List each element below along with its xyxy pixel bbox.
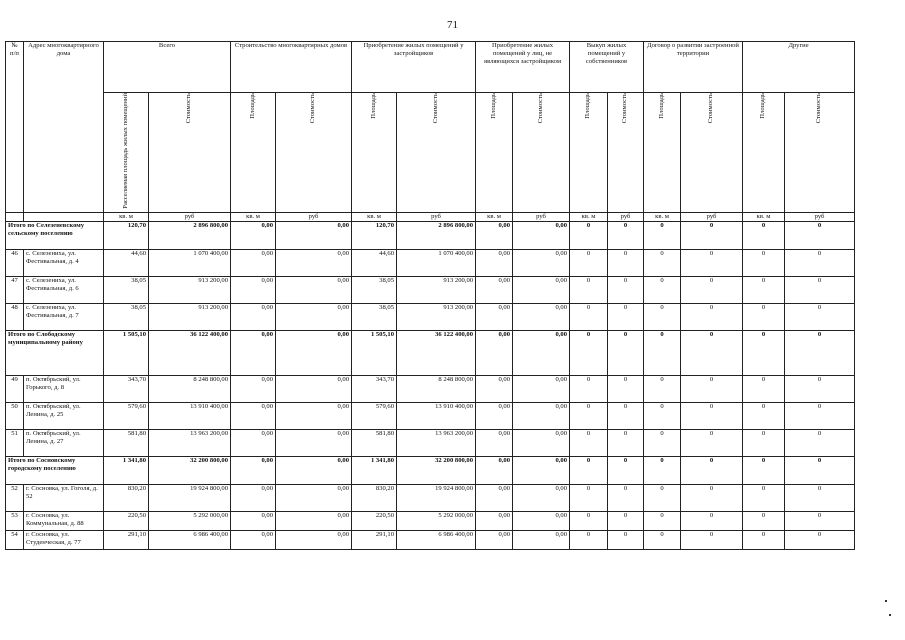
row-address: п. Октябрьский, ул. Горького, д. 8 <box>24 376 104 403</box>
value-cell: 38,05 <box>352 277 397 304</box>
value-cell: 0,00 <box>231 277 276 304</box>
value-cell: 0 <box>570 457 608 485</box>
value-cell: 0 <box>608 512 644 531</box>
value-cell: 0,00 <box>476 222 513 250</box>
value-cell: 0 <box>785 250 855 277</box>
value-cell: 0 <box>608 277 644 304</box>
value-cell: 0 <box>644 430 681 457</box>
value-cell: 6 986 400,00 <box>397 531 476 550</box>
row-address: г. Сосновка, ул. Студенческая, д. 77 <box>24 531 104 550</box>
header-group-purchase-developers: Приобретение жилых помещений у застройщиков <box>352 42 476 93</box>
value-cell: 0 <box>785 376 855 403</box>
value-cell: 0,00 <box>476 250 513 277</box>
value-cell: 0 <box>608 531 644 550</box>
value-cell: 1 341,80 <box>104 457 149 485</box>
header-group-construction: Строительство многоквартирных домов <box>231 42 352 93</box>
header-sub-area: Площадь <box>476 93 513 213</box>
value-cell: 0 <box>785 304 855 331</box>
value-cell: 0 <box>785 331 855 376</box>
table-row <box>6 430 855 457</box>
value-cell: 0,00 <box>513 403 570 430</box>
scan-speck <box>889 614 891 616</box>
value-cell: 0,00 <box>231 304 276 331</box>
value-cell: 0,00 <box>231 222 276 250</box>
row-number: 51 <box>6 430 24 457</box>
value-cell: 0 <box>644 403 681 430</box>
value-cell: 0 <box>608 222 644 250</box>
value-cell: 0 <box>785 430 855 457</box>
value-cell: 0 <box>743 430 785 457</box>
value-cell: 0 <box>644 531 681 550</box>
value-cell: 5 292 000,00 <box>149 512 231 531</box>
value-cell: 0 <box>608 485 644 512</box>
value-cell: 0 <box>743 250 785 277</box>
header-group-total: Всего <box>104 42 231 93</box>
row-address: с. Селезениха, ул. Фестивальная, д. 4 <box>24 250 104 277</box>
value-cell: 0 <box>743 331 785 376</box>
value-cell: 0,00 <box>476 485 513 512</box>
total-label: Итого по Слободскому муниципальному району <box>6 331 104 376</box>
header-group-buyout: Выкуп жилых помещений у собственников <box>570 42 644 93</box>
value-cell: 1 505,10 <box>104 331 149 376</box>
value-cell: 0,00 <box>276 250 352 277</box>
value-cell: 0 <box>785 512 855 531</box>
value-cell: 0 <box>743 304 785 331</box>
value-cell: 0 <box>743 457 785 485</box>
header-sub-cost: Стоимость <box>785 93 855 213</box>
value-cell: 0,00 <box>231 485 276 512</box>
value-cell: 0,00 <box>476 457 513 485</box>
value-cell: 0,00 <box>476 430 513 457</box>
unit-cell: руб <box>397 212 476 221</box>
row-number: 53 <box>6 512 24 531</box>
header-address: Адрес многоквартирного дома <box>24 42 104 213</box>
value-cell: 0,00 <box>513 430 570 457</box>
unit-cell: кв. м <box>231 212 276 221</box>
header-sub-area: Площадь <box>743 93 785 213</box>
value-cell: 343,70 <box>104 376 149 403</box>
value-cell: 0,00 <box>231 403 276 430</box>
header-num: № п/п <box>6 42 24 213</box>
value-cell: 0,00 <box>276 531 352 550</box>
value-cell: 1 505,10 <box>352 331 397 376</box>
value-cell: 36 122 400,00 <box>149 331 231 376</box>
value-cell: 0 <box>681 430 743 457</box>
value-cell: 13 910 400,00 <box>149 403 231 430</box>
value-cell: 220,50 <box>352 512 397 531</box>
value-cell: 0 <box>644 485 681 512</box>
value-cell: 0,00 <box>476 403 513 430</box>
value-cell: 2 896 800,00 <box>149 222 231 250</box>
value-cell: 0,00 <box>276 457 352 485</box>
header-sub-cost: Стоимость <box>513 93 570 213</box>
value-cell: 0,00 <box>476 376 513 403</box>
value-cell: 0 <box>644 331 681 376</box>
value-cell: 0 <box>644 457 681 485</box>
value-cell: 0,00 <box>513 485 570 512</box>
value-cell: 0,00 <box>513 331 570 376</box>
header-group-other: Другие <box>743 42 855 93</box>
value-cell: 0 <box>681 531 743 550</box>
value-cell: 220,50 <box>104 512 149 531</box>
value-cell: 0 <box>644 222 681 250</box>
value-cell: 0 <box>743 277 785 304</box>
value-cell: 0 <box>644 512 681 531</box>
value-cell: 0 <box>570 512 608 531</box>
value-cell: 0 <box>743 485 785 512</box>
value-cell: 120,70 <box>104 222 149 250</box>
total-row <box>6 331 855 376</box>
header-group-row <box>6 42 855 93</box>
value-cell: 38,05 <box>352 304 397 331</box>
table-row <box>6 485 855 512</box>
value-cell: 2 896 800,00 <box>397 222 476 250</box>
value-cell: 0,00 <box>231 457 276 485</box>
scan-speck <box>885 600 887 602</box>
value-cell: 0,00 <box>476 331 513 376</box>
table-row <box>6 531 855 550</box>
value-cell: 0 <box>570 403 608 430</box>
total-label: Итого по Сосновскому городскому поселению <box>6 457 104 485</box>
value-cell: 0 <box>681 457 743 485</box>
table-row <box>6 512 855 531</box>
unit-cell: кв. м <box>743 212 785 221</box>
value-cell: 0,00 <box>276 485 352 512</box>
value-cell: 0 <box>785 531 855 550</box>
table-row <box>6 277 855 304</box>
row-number: 46 <box>6 250 24 277</box>
value-cell: 0 <box>785 403 855 430</box>
unit-cell: руб <box>608 212 644 221</box>
value-cell: 0,00 <box>513 512 570 531</box>
value-cell: 579,60 <box>352 403 397 430</box>
value-cell: 32 200 800,00 <box>397 457 476 485</box>
header-sub-area: Площадь <box>570 93 608 213</box>
table-body <box>6 222 855 550</box>
value-cell: 0,00 <box>231 376 276 403</box>
header-sub-resettled-area: Расселяемая площадь жилых помещений <box>104 93 149 213</box>
value-cell: 913 200,00 <box>149 277 231 304</box>
value-cell: 0,00 <box>513 277 570 304</box>
header-sub-area: Площадь <box>644 93 681 213</box>
value-cell: 1 341,80 <box>352 457 397 485</box>
resettlement-table <box>5 41 855 550</box>
unit-cell: руб <box>785 212 855 221</box>
value-cell: 0,00 <box>513 457 570 485</box>
value-cell: 0 <box>681 304 743 331</box>
value-cell: 0,00 <box>513 376 570 403</box>
value-cell: 0,00 <box>276 430 352 457</box>
value-cell: 0 <box>608 457 644 485</box>
value-cell: 0 <box>681 376 743 403</box>
value-cell: 291,10 <box>104 531 149 550</box>
value-cell: 0 <box>570 222 608 250</box>
table-row <box>6 403 855 430</box>
value-cell: 0 <box>570 376 608 403</box>
header-group-purchase-non-developers: Приобретение жилых помещений у лиц, не являющихся застройщиком <box>476 42 570 93</box>
value-cell: 0 <box>743 222 785 250</box>
total-row <box>6 457 855 485</box>
row-number: 47 <box>6 277 24 304</box>
value-cell: 913 200,00 <box>149 304 231 331</box>
value-cell: 0 <box>681 403 743 430</box>
row-address: с. Селезениха, ул. Фестивальная, д. 6 <box>24 277 104 304</box>
value-cell: 343,70 <box>352 376 397 403</box>
value-cell: 581,80 <box>352 430 397 457</box>
value-cell: 830,20 <box>352 485 397 512</box>
value-cell: 0 <box>681 331 743 376</box>
table-row <box>6 376 855 403</box>
value-cell: 0 <box>608 430 644 457</box>
total-row <box>6 222 855 250</box>
value-cell: 0 <box>644 304 681 331</box>
value-cell: 0,00 <box>276 277 352 304</box>
table-row <box>6 304 855 331</box>
value-cell: 0,00 <box>231 331 276 376</box>
value-cell: 0 <box>570 430 608 457</box>
value-cell: 913 200,00 <box>397 304 476 331</box>
value-cell: 8 248 800,00 <box>149 376 231 403</box>
unit-cell: руб <box>149 212 231 221</box>
row-number: 52 <box>6 485 24 512</box>
value-cell: 0 <box>681 222 743 250</box>
row-number: 49 <box>6 376 24 403</box>
value-cell: 0 <box>644 250 681 277</box>
header-sub-area: Площадь <box>231 93 276 213</box>
value-cell: 13 910 400,00 <box>397 403 476 430</box>
value-cell: 38,05 <box>104 304 149 331</box>
value-cell: 5 292 000,00 <box>397 512 476 531</box>
unit-cell: руб <box>513 212 570 221</box>
value-cell: 0 <box>681 512 743 531</box>
value-cell: 1 070 400,00 <box>149 250 231 277</box>
value-cell: 44,60 <box>104 250 149 277</box>
value-cell: 0,00 <box>513 222 570 250</box>
value-cell: 0 <box>743 512 785 531</box>
value-cell: 0 <box>570 250 608 277</box>
header-sub-area: Площадь <box>352 93 397 213</box>
value-cell: 0 <box>570 277 608 304</box>
units-row <box>6 212 855 221</box>
value-cell: 44,60 <box>352 250 397 277</box>
value-cell: 0,00 <box>276 222 352 250</box>
header-sub-cost: Стоимость <box>397 93 476 213</box>
header-sub-cost: Стоимость <box>608 93 644 213</box>
header-sub-row <box>6 93 855 213</box>
value-cell: 6 986 400,00 <box>149 531 231 550</box>
page-number: 71 <box>447 19 458 31</box>
value-cell: 0,00 <box>276 512 352 531</box>
value-cell: 291,10 <box>352 531 397 550</box>
value-cell: 0,00 <box>276 304 352 331</box>
units-empty <box>24 212 104 221</box>
value-cell: 0 <box>570 331 608 376</box>
unit-cell: кв. м <box>352 212 397 221</box>
header-sub-cost: Стоимость <box>681 93 743 213</box>
header-sub-cost: Стоимость <box>149 93 231 213</box>
value-cell: 13 963 200,00 <box>397 430 476 457</box>
value-cell: 32 200 800,00 <box>149 457 231 485</box>
value-cell: 0 <box>570 304 608 331</box>
table-row <box>6 250 855 277</box>
value-cell: 0 <box>608 376 644 403</box>
value-cell: 19 924 800,00 <box>397 485 476 512</box>
value-cell: 0 <box>608 331 644 376</box>
value-cell: 0 <box>608 250 644 277</box>
value-cell: 830,20 <box>104 485 149 512</box>
value-cell: 581,80 <box>104 430 149 457</box>
value-cell: 1 070 400,00 <box>397 250 476 277</box>
value-cell: 13 963 200,00 <box>149 430 231 457</box>
value-cell: 0 <box>644 376 681 403</box>
value-cell: 0 <box>743 403 785 430</box>
row-address: п. Октябрьский, ул. Ленина, д. 25 <box>24 403 104 430</box>
header-group-development-agreement: Договор о развитии застроенной территории <box>644 42 743 93</box>
units-empty <box>6 212 24 221</box>
value-cell: 0 <box>644 277 681 304</box>
value-cell: 0,00 <box>513 250 570 277</box>
value-cell: 0,00 <box>476 512 513 531</box>
value-cell: 0,00 <box>231 531 276 550</box>
value-cell: 0,00 <box>513 531 570 550</box>
unit-cell: кв. м <box>644 212 681 221</box>
unit-cell: кв. м <box>476 212 513 221</box>
value-cell: 0,00 <box>476 304 513 331</box>
header-sub-cost: Стоимость <box>276 93 352 213</box>
value-cell: 0,00 <box>231 430 276 457</box>
value-cell: 0,00 <box>513 304 570 331</box>
row-number: 48 <box>6 304 24 331</box>
value-cell: 19 924 800,00 <box>149 485 231 512</box>
row-number: 50 <box>6 403 24 430</box>
value-cell: 0 <box>681 485 743 512</box>
value-cell: 0 <box>743 531 785 550</box>
value-cell: 0 <box>570 531 608 550</box>
value-cell: 0 <box>785 457 855 485</box>
value-cell: 0 <box>681 277 743 304</box>
value-cell: 0,00 <box>276 403 352 430</box>
unit-cell: кв. м <box>104 212 149 221</box>
value-cell: 579,60 <box>104 403 149 430</box>
row-address: г. Сосновка, ул. Коммунальная, д. 88 <box>24 512 104 531</box>
value-cell: 38,05 <box>104 277 149 304</box>
value-cell: 120,70 <box>352 222 397 250</box>
value-cell: 0 <box>608 403 644 430</box>
row-number: 54 <box>6 531 24 550</box>
value-cell: 0 <box>743 376 785 403</box>
value-cell: 0,00 <box>231 250 276 277</box>
value-cell: 0,00 <box>476 531 513 550</box>
value-cell: 8 248 800,00 <box>397 376 476 403</box>
value-cell: 0 <box>785 277 855 304</box>
value-cell: 36 122 400,00 <box>397 331 476 376</box>
unit-cell: кв. м <box>570 212 608 221</box>
value-cell: 0,00 <box>276 331 352 376</box>
unit-cell: руб <box>276 212 352 221</box>
value-cell: 0,00 <box>231 512 276 531</box>
value-cell: 0 <box>608 304 644 331</box>
row-address: г. Сосновка, ул. Гоголя, д. 52 <box>24 485 104 512</box>
value-cell: 0,00 <box>276 376 352 403</box>
value-cell: 0 <box>785 485 855 512</box>
total-label: Итого по Селезеневскому сельскому поселению <box>6 222 104 250</box>
value-cell: 0,00 <box>476 277 513 304</box>
row-address: с. Селезениха, ул. Фестивальная, д. 7 <box>24 304 104 331</box>
value-cell: 0 <box>785 222 855 250</box>
row-address: п. Октябрьский, ул. Ленина, д. 27 <box>24 430 104 457</box>
value-cell: 0 <box>570 485 608 512</box>
value-cell: 913 200,00 <box>397 277 476 304</box>
value-cell: 0 <box>681 250 743 277</box>
unit-cell: руб <box>681 212 743 221</box>
